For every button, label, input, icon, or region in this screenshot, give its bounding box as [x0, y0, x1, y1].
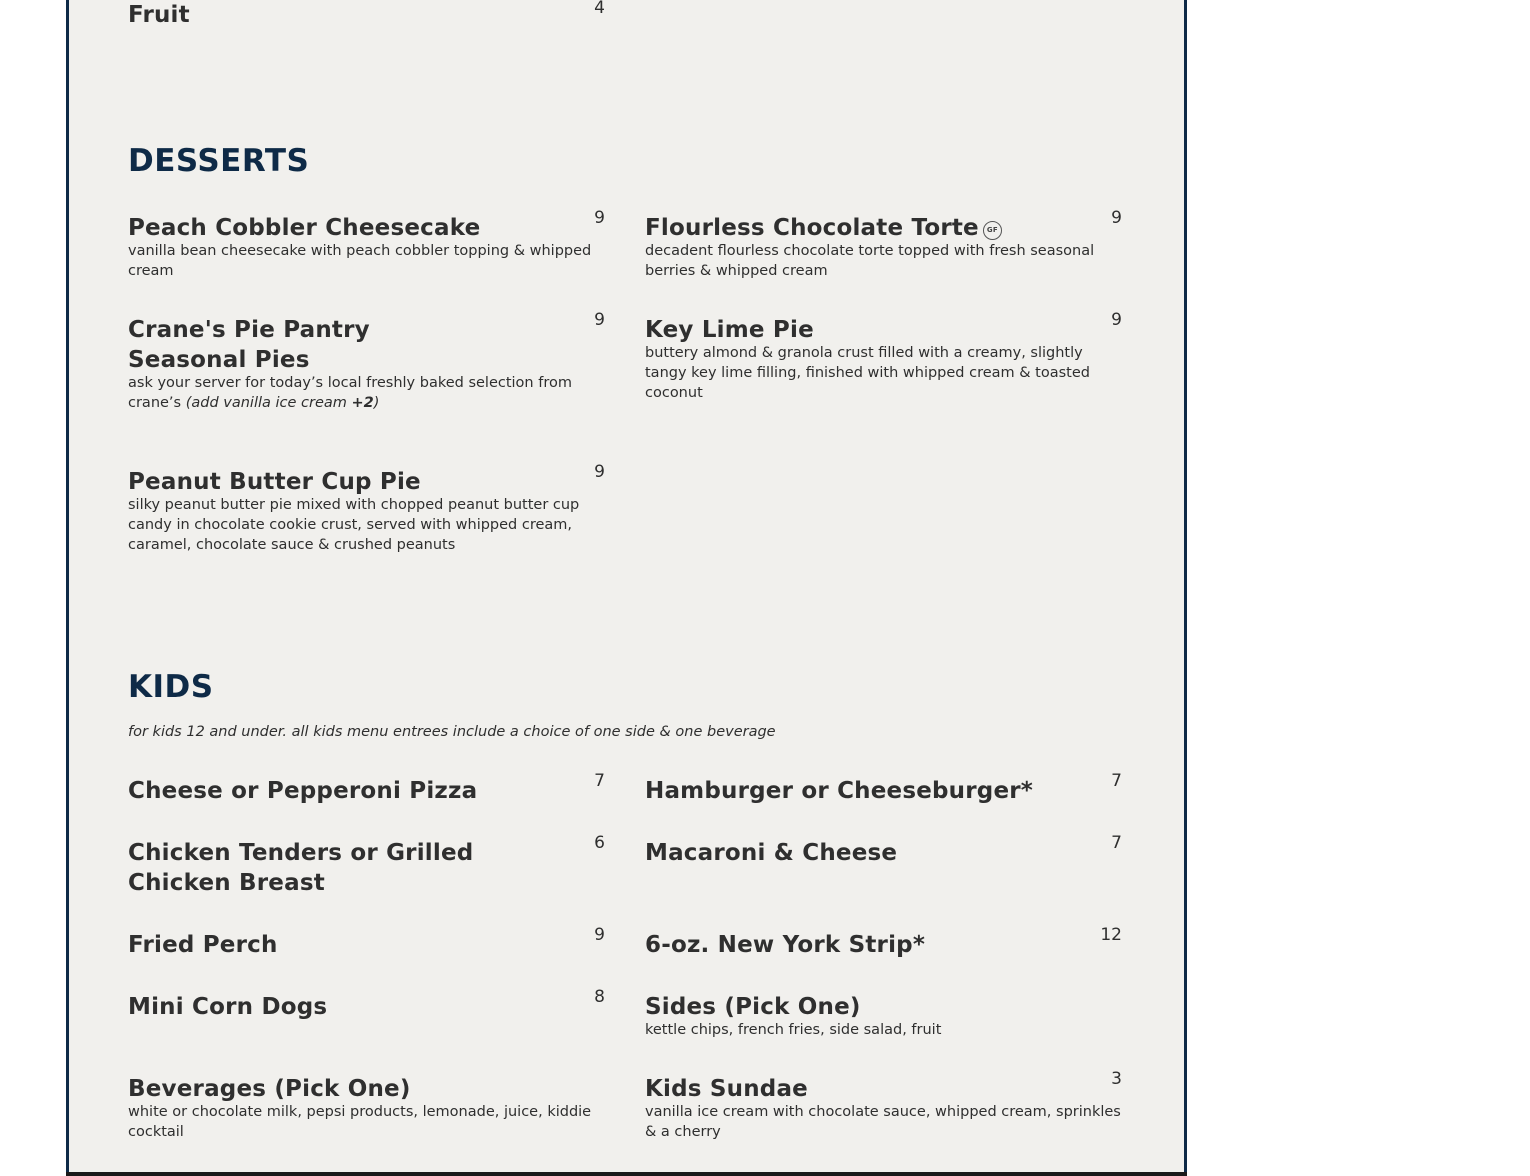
item-description: vanilla bean cheesecake with peach cobbler topping & whipped cream: [128, 243, 592, 279]
item-description: vanilla ice cream with chocolate sauce, whipped cream, sprinkles & a cherry: [645, 1104, 1121, 1140]
section-title-desserts: DESSERTS: [128, 143, 310, 179]
item-name: 6-oz. New York Strip*: [645, 932, 926, 958]
item-name: Key Lime Pie: [645, 317, 814, 343]
item-name: Fried Perch: [128, 932, 278, 958]
item-price: 12: [1100, 925, 1122, 945]
item-price: 7: [594, 771, 605, 791]
item-name: Sides (Pick One): [645, 994, 861, 1020]
item-description: white or chocolate milk, pepsi products, lemonade, juice, kiddie cocktail: [128, 1104, 592, 1140]
item-name: Crane's Pie Pantry Seasonal Pies: [128, 317, 370, 373]
menu-item: [128, 1074, 605, 1142]
menu-item: [645, 925, 1122, 960]
item-name: Hamburger or Cheeseburger*: [645, 778, 1034, 804]
menu-item: [128, 987, 605, 1022]
item-name: Beverages (Pick One): [128, 1076, 411, 1102]
item-description: [128, 373, 605, 413]
menu-item: [645, 833, 1122, 868]
menu-item: [645, 310, 1122, 403]
item-description: buttery almond & granola crust filled with a creamy, slightly tangy key lime filling, finished with whipped cream & toasted coconut: [645, 345, 1090, 401]
menu-item: [645, 208, 1122, 281]
item-price: 9: [1111, 310, 1122, 330]
item-price: 4: [594, 0, 605, 18]
item-name: Mini Corn Dogs: [128, 994, 328, 1020]
item-description: silky peanut butter pie mixed with chopped peanut butter cup candy in chocolate cookie crust, served with whipped cream, caramel, chocolate sauce & crushed peanuts: [128, 497, 580, 553]
item-name: Cheese or Pepperoni Pizza: [128, 778, 478, 804]
item-price: 9: [1111, 208, 1122, 228]
item-description-text: ask your server for today’s local freshly baked selection from crane’s: [128, 375, 572, 411]
item-name: [645, 213, 1085, 243]
menu-item: [128, 462, 605, 555]
item-price: 9: [594, 925, 605, 945]
item-name: Fruit: [128, 2, 190, 28]
item-name: Peach Cobbler Cheesecake: [128, 215, 481, 241]
item-price: 9: [594, 462, 605, 482]
menu-item: [128, 310, 605, 413]
item-name-text: Flourless Chocolate Torte: [645, 215, 979, 241]
menu-item-fruit: [128, 0, 605, 30]
item-price: 6: [594, 833, 605, 853]
kids-note: for kids 12 and under. all kids menu entrees include a choice of one side & one beverage: [128, 724, 776, 740]
item-price: 7: [1111, 833, 1122, 853]
item-price: 8: [594, 987, 605, 1007]
addon-close: ): [373, 395, 380, 411]
menu-item: [128, 208, 605, 281]
menu-item: [128, 833, 605, 898]
item-price: 3: [1111, 1069, 1122, 1089]
item-price: 9: [594, 208, 605, 228]
gluten-free-icon: GF: [983, 221, 1002, 240]
menu-item: [645, 771, 1122, 806]
item-name: Kids Sundae: [645, 1076, 808, 1102]
item-name: Chicken Tenders or Grilled Chicken Breast: [128, 840, 474, 896]
item-description: kettle chips, french fries, side salad, fruit: [645, 1022, 942, 1038]
item-name: Peanut Butter Cup Pie: [128, 469, 421, 495]
menu-item: [645, 1069, 1122, 1142]
item-description: decadent flourless chocolate torte topped with fresh seasonal berries & whipped cream: [645, 243, 1095, 279]
item-price: 9: [594, 310, 605, 330]
section-title-kids: KIDS: [128, 669, 214, 705]
addon-text: (add vanilla ice cream: [185, 395, 352, 411]
item-name: Macaroni & Cheese: [645, 840, 898, 866]
item-price: 7: [1111, 771, 1122, 791]
addon-price: +2: [351, 395, 374, 411]
bottom-divider: [66, 1172, 1187, 1176]
menu-item: [128, 771, 605, 806]
menu-item: [128, 925, 605, 960]
menu-item: [645, 992, 1122, 1040]
